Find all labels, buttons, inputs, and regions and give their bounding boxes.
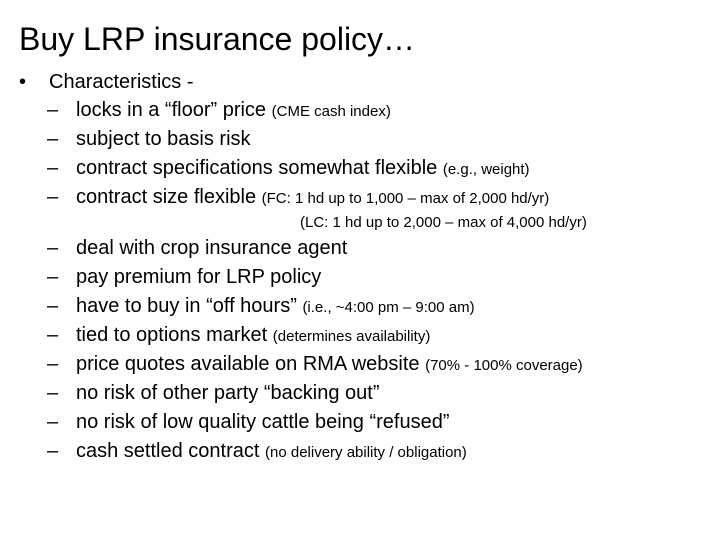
item-text: contract size flexible <box>76 186 257 208</box>
bullet-icon: • <box>19 71 27 93</box>
list-item <box>47 236 347 260</box>
dash-icon: – <box>47 157 59 179</box>
item-text: no risk of low quality cattle being “refused” <box>76 411 450 433</box>
item-text: have to buy in “off hours” <box>76 295 297 317</box>
item-note: (i.e., ~4:00 pm – 9:00 am) <box>302 299 475 316</box>
list-item <box>47 323 430 349</box>
dash-icon: – <box>47 237 59 259</box>
dash-icon: – <box>47 440 59 462</box>
dash-icon: – <box>47 266 59 288</box>
item-note: (CME cash index) <box>271 103 391 120</box>
dash-icon: – <box>47 324 59 346</box>
dash-icon: – <box>47 411 59 433</box>
dash-icon: – <box>47 186 59 208</box>
item-text: subject to basis risk <box>76 128 251 150</box>
list-item <box>47 265 321 289</box>
item-note: (no delivery ability / obligation) <box>265 444 467 461</box>
slide-title: Buy LRP insurance policy… <box>19 21 416 57</box>
item-note: (e.g., weight) <box>442 161 530 178</box>
list-item <box>47 381 379 405</box>
dash-icon: – <box>47 295 59 317</box>
dash-icon: – <box>47 99 59 121</box>
item-note: (FC: 1 hd up to 1,000 – max of 2,000 hd/yr) <box>261 190 550 207</box>
list-item <box>47 352 583 378</box>
list-item <box>47 127 251 151</box>
dash-icon: – <box>47 128 59 150</box>
item-text: deal with crop insurance agent <box>76 237 348 259</box>
item-text: no risk of other party “backing out” <box>76 382 380 404</box>
item-text: contract specifications somewhat flexible <box>76 157 438 179</box>
item-text: cash settled contract <box>76 440 260 462</box>
item-note: (70% - 100% coverage) <box>425 357 583 374</box>
list-item <box>47 439 467 465</box>
dash-icon: – <box>47 382 59 404</box>
item-text: locks in a “floor” price <box>76 99 267 121</box>
item-text: price quotes available on RMA website <box>76 353 420 375</box>
item-text: pay premium for LRP policy <box>76 266 322 288</box>
item-text: tied to options market <box>76 324 268 346</box>
list-item <box>47 410 450 434</box>
item-note: (determines availability) <box>272 328 431 345</box>
dash-icon: – <box>47 353 59 375</box>
list-item <box>47 185 549 211</box>
continuation-note: (LC: 1 hd up to 2,000 – max of 4,000 hd/yr) <box>300 214 587 231</box>
bullet-text: Characteristics - <box>49 71 194 93</box>
bullet-characteristics <box>19 70 193 94</box>
list-item <box>47 156 530 182</box>
list-item <box>47 98 391 124</box>
list-item <box>47 294 475 320</box>
